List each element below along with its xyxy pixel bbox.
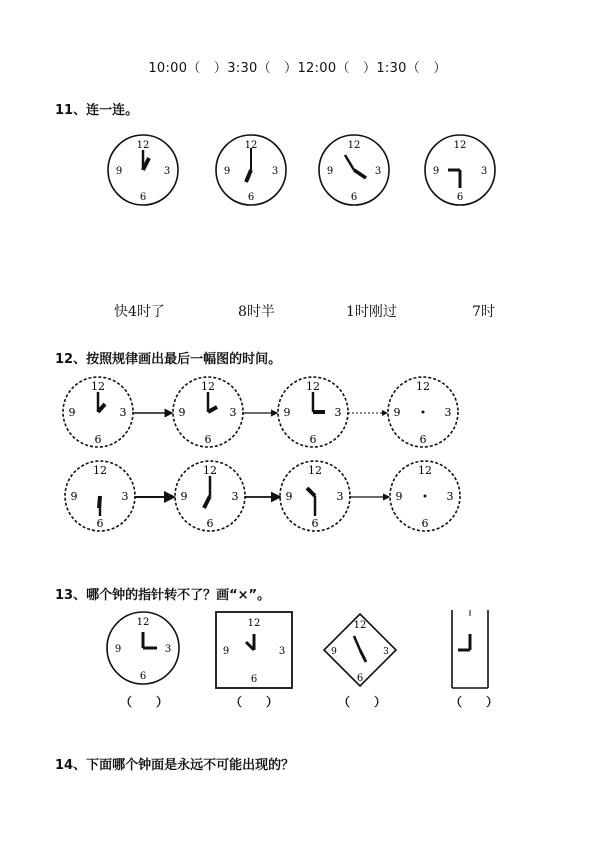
svg-text:3: 3	[446, 490, 454, 503]
q13-answer-slot-3[interactable]: （ ）	[338, 695, 387, 709]
svg-text:6: 6	[419, 433, 427, 446]
q11-clock-4	[425, 135, 495, 205]
svg-text:6: 6	[356, 673, 364, 684]
svg-text:3: 3	[229, 406, 237, 419]
q13-clock-round	[107, 612, 179, 684]
svg-text:9: 9	[178, 406, 186, 419]
q12-row2-clock-4	[390, 461, 460, 531]
q13-answer-slot-1[interactable]: （ ）	[120, 695, 169, 709]
svg-text:9: 9	[115, 166, 123, 177]
q12-row2-clock-3	[280, 461, 350, 531]
question-13-title: 13、哪个钟的指针转不了？画“×”。	[55, 588, 271, 603]
svg-text:6: 6	[350, 192, 358, 203]
svg-text:3: 3	[336, 490, 344, 503]
svg-text:9: 9	[326, 166, 334, 177]
svg-text:9: 9	[283, 406, 291, 419]
svg-text:6: 6	[139, 192, 147, 203]
svg-text:12: 12	[203, 464, 217, 477]
svg-text:12: 12	[201, 380, 215, 393]
q12-row1-clock-2	[173, 377, 243, 447]
svg-text:9: 9	[393, 406, 401, 419]
svg-text:6: 6	[204, 433, 212, 446]
svg-text:12: 12	[308, 464, 322, 477]
q11-label-2: 8时半	[238, 304, 275, 320]
svg-text:3: 3	[119, 406, 127, 419]
q12-row1-clock-3	[278, 377, 348, 447]
svg-text:3: 3	[121, 490, 129, 503]
svg-text:12: 12	[306, 380, 320, 393]
svg-text:9: 9	[285, 490, 293, 503]
svg-text:6: 6	[247, 192, 255, 203]
q12-row1-clock-1	[63, 377, 133, 447]
svg-text:12: 12	[453, 140, 467, 151]
svg-text:6: 6	[421, 517, 429, 530]
question-12-title: 12、按照规律画出最后一幅图的时间。	[55, 352, 282, 367]
svg-text:3: 3	[374, 166, 382, 177]
q11-label-1: 快4时了	[114, 304, 165, 320]
svg-text:9: 9	[180, 490, 188, 503]
svg-text:3: 3	[480, 166, 488, 177]
svg-text:6: 6	[456, 192, 464, 203]
svg-text:12: 12	[247, 618, 261, 629]
svg-text:3: 3	[278, 646, 286, 657]
svg-text:9: 9	[223, 166, 231, 177]
q11-label-3: 1时刚过	[346, 304, 397, 320]
svg-text:12: 12	[136, 617, 150, 628]
svg-text:6: 6	[309, 433, 317, 446]
svg-text:9: 9	[395, 490, 403, 503]
q12-row2-clock-1	[65, 461, 135, 531]
q13-clock-diamond	[324, 614, 396, 686]
svg-text:9: 9	[114, 644, 122, 655]
svg-text:12: 12	[353, 620, 367, 631]
svg-text:6: 6	[139, 671, 147, 682]
svg-text:3: 3	[334, 406, 342, 419]
svg-text:12: 12	[418, 464, 432, 477]
svg-text:6: 6	[250, 674, 258, 685]
q11-clock-2	[216, 135, 286, 205]
svg-text:9: 9	[68, 406, 76, 419]
svg-text:9: 9	[222, 646, 230, 657]
svg-text:12: 12	[244, 140, 258, 151]
svg-text:9: 9	[70, 490, 78, 503]
q13-answer-slot-2[interactable]: （ ）	[230, 695, 279, 709]
svg-text:12: 12	[416, 380, 430, 393]
svg-text:12: 12	[91, 380, 105, 393]
svg-text:6: 6	[94, 433, 102, 446]
q12-row1-clock-4	[388, 377, 458, 447]
svg-text:3: 3	[163, 166, 171, 177]
svg-text:3: 3	[383, 647, 389, 657]
svg-text:3: 3	[444, 406, 452, 419]
svg-text:12: 12	[93, 464, 107, 477]
q13-clock-square	[216, 612, 292, 688]
svg-text:12: 12	[347, 140, 361, 151]
svg-text:9: 9	[432, 166, 440, 177]
svg-text:9: 9	[331, 647, 337, 657]
question-14-title: 14、下面哪个钟面是永远不可能出现的？	[55, 758, 295, 773]
svg-text:6: 6	[206, 517, 214, 530]
svg-text:3: 3	[164, 644, 172, 655]
q12-row2-clock-2	[175, 461, 245, 531]
q13-clock-rect	[452, 610, 488, 688]
q11-label-4: 7时	[472, 304, 495, 320]
svg-text:3: 3	[271, 166, 279, 177]
q11-clock-3	[319, 135, 389, 205]
svg-text:3: 3	[231, 490, 239, 503]
svg-text:12: 12	[136, 140, 150, 151]
times-row: 10:00（ ）3:30（ ）12:00（ ）1:30（ ）	[148, 61, 447, 76]
q13-answer-slot-4[interactable]: （ ）	[450, 695, 499, 709]
q11-clock-1	[108, 135, 178, 205]
question-11-title: 11、连一连。	[55, 103, 139, 118]
svg-text:6: 6	[311, 517, 319, 530]
svg-text:6: 6	[96, 517, 104, 530]
